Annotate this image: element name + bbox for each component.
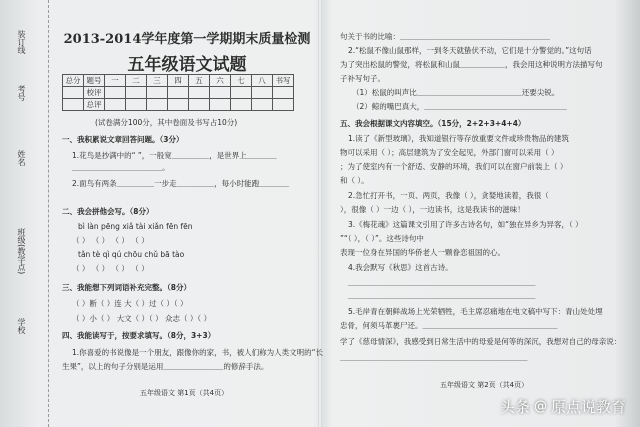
question-line: ”“（ ），（ ）”。这些诗句中: [340, 234, 424, 243]
margin-label: 考号: [17, 85, 26, 101]
answer-blanks: （ ） （ ） （ ） （ ）: [72, 236, 149, 245]
section-heading: 五、我会根据课文内容填空。（15分，2+2+3+4+4）: [340, 119, 526, 128]
question-line: 忠骨，何须马革裹尸还。＿＿＿＿＿＿＿＿＿＿＿＿＿＿＿＿＿＿: [340, 321, 558, 330]
question-line: 1.花鸟是抄满中的“ ”，一般宽＿＿＿＿＿，是世界上＿＿＿＿: [72, 151, 277, 160]
question-line: ＿＿＿＿＿＿＿＿＿＿＿＿。: [72, 163, 170, 172]
answer-line: ＿＿＿＿＿＿＿＿＿＿＿＿＿＿＿＿＿＿＿＿＿＿＿＿＿: [348, 291, 536, 300]
table-row: [63, 87, 294, 99]
score-note: (试卷满分100分，其中卷面及书写占10分): [95, 118, 238, 127]
table-row: [63, 99, 294, 111]
table-cell: 总分: [63, 75, 84, 87]
question-line: （1）松鼠的叫声比＿＿＿＿＿＿＿＿＿＿＿＿＿＿还要尖锐。: [352, 88, 560, 97]
page-footer: 五年级语文 第2页（共4页）: [440, 381, 529, 389]
question-line: （ ）断（ ）连 大（ ）过（ ）（ ）: [72, 299, 188, 308]
table-cell: [63, 87, 84, 99]
table-cell: 总评: [84, 99, 105, 111]
margin-label: 姓名: [17, 150, 26, 166]
question-line: 4.我会默写《秋思》这首古诗。: [348, 263, 453, 272]
question-line: 3.《梅花魂》这篇课文引用了许多古诗名句，如“独在异乡为异客，（ ）: [348, 220, 583, 229]
table-cell: [63, 99, 84, 111]
exam-title: 2013-2014学年度第一学期期末质量检测: [63, 32, 311, 47]
question-line: （ ）小（ ） 大文（ ）（ ） 众志（ ）（ ）: [72, 314, 212, 323]
question-line: 表现一位身在异国的华侨老人一颗眷恋祖国的心。: [340, 248, 505, 257]
table-cell: 七: [231, 75, 252, 87]
margin-label: 学校: [17, 318, 26, 334]
watermark-account: 原点说教育: [550, 398, 626, 416]
page-fold: [318, 0, 322, 427]
margin-label: 装订线: [17, 30, 26, 54]
section-heading: 一、我积累说文章回答问题。（3分）: [62, 135, 184, 144]
pinyin-row: tǎn tè qì qú chōu chǔ bā tào: [78, 250, 185, 259]
question-line: 1.你喜爱的书说像是一个朋友，跟像你的家，书，被人们称为人类文明的“长: [72, 348, 324, 357]
table-cell: 书写: [273, 75, 294, 87]
score-table: [62, 74, 294, 111]
question-line: 句关于书的比喻：＿＿＿＿＿＿＿＿＿＿＿＿＿＿＿＿＿＿＿＿: [340, 32, 550, 41]
question-line: 生果”，以上的句子分别是运用＿＿＿＿＿＿＿＿的修辞手法。: [62, 362, 269, 371]
question-line: 物可以采用（ ）；高层建筑为了安全起见，外部门窗可以采用（ ）: [340, 148, 559, 157]
pinyin-row: bì làn pēng xiǎ tài xiǎn fēn fēn: [78, 222, 193, 231]
answer-blanks: （ ） （ ） （ ） （ ）: [72, 264, 149, 273]
question-line: 和（ ）。: [340, 176, 369, 185]
watermark: [500, 396, 626, 417]
table-cell: 题号: [84, 75, 105, 87]
table-cell: 一: [105, 75, 126, 87]
question-line: （2）鲸的嘴巴真大，＿＿＿＿＿＿＿＿＿＿＿＿＿＿＿＿＿＿＿: [352, 102, 567, 111]
table-cell: 八: [252, 75, 273, 87]
binding-margin: [10, 0, 49, 427]
question-line: 为了突出松鼠的警觉，将松鼠和山鼠＿＿＿＿＿＿，我会用这种说明方法描写句: [340, 60, 603, 69]
table-cell: 校评: [84, 87, 105, 99]
table-cell: 二: [126, 75, 147, 87]
section-heading: 三、我能想下列词语补充完整。（8分）: [62, 283, 191, 292]
watermark-brand: 头条: [499, 398, 530, 416]
question-line: ），很像（ ）一边（ ），一边读书，这是我读书的滋味！: [340, 205, 525, 214]
table-cell: 六: [210, 75, 231, 87]
question-line: 子补写句子。: [340, 74, 385, 83]
question-line: 1.读了《新型玻璃》，我知道银行等存放重要文件或珍贵物品的建筑: [348, 134, 569, 143]
page-footer: 五年级语文 第1页（共4页）: [140, 389, 229, 397]
table-cell: 五: [189, 75, 210, 87]
question-line: 2.急忙打开书，一页、两页，我像（ ），贪婪地读着，我很（: [348, 191, 549, 200]
question-line: 2.“松鼠不像山鼠那样，一到冬天就蛰伏不动，它们是十分警觉的。”这句话: [348, 46, 592, 55]
at-icon: @: [533, 399, 547, 414]
answer-line: ＿＿＿＿＿＿＿＿＿＿＿＿＿＿＿＿＿＿＿＿＿＿＿＿＿: [340, 353, 528, 362]
exam-subtitle: 五年级语文试题: [127, 55, 247, 75]
table-row: [63, 75, 294, 87]
question-line: 2.面鸟有两条＿＿＿＿＿一步走＿＿＿＿＿，每小时能跑＿＿＿＿: [72, 179, 290, 188]
question-line: 学了《慈母情深》，我感受到日常生活中的母爱是何等的深沉，我想对自己的母亲说：: [340, 337, 622, 346]
question-line: ；为了使室内有一个舒适、安静的环境，我们可以在窗户前装上（ ）: [340, 162, 568, 171]
answer-line: ＿＿＿＿＿＿＿＿＿＿＿＿＿＿＿＿＿＿＿＿＿＿＿＿＿: [348, 278, 536, 287]
margin-label: 班级(教学点): [17, 228, 26, 275]
question-line: 5.毛岸青在朝鲜战场上光荣牺牲，毛主席忍痛地在电文稿中写下：青山处处埋: [348, 307, 603, 316]
section-heading: 二、我会拼他会写。（8分）: [62, 207, 154, 216]
section-heading: 四、我能读写于，按要求填写。（8分，3+3）: [62, 331, 216, 340]
table-cell: 三: [147, 75, 168, 87]
table-cell: 四: [168, 75, 189, 87]
